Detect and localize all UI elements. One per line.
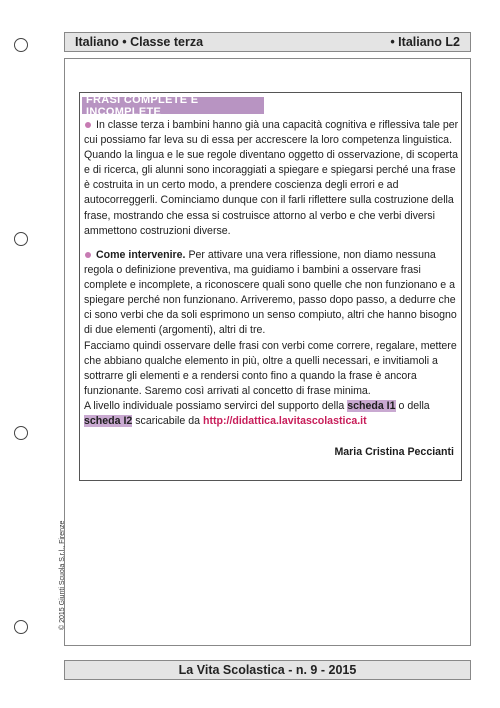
binder-hole — [14, 620, 28, 634]
paragraph-intervention — [84, 248, 460, 429]
website-link[interactable]: http://didattica.lavitascolastica.it — [202, 415, 367, 428]
paragraph-intro-text: In classe terza i bambini hanno già una capacità cognitiva e riflessiva tale per cui possiamo far leva su di essa per accrescere la loro competenza linguistica. Quando la lingua e le sue regole diventano oggetto di osservazione, di scoperta e di ricerca, gli alunni sono incoraggiati a spiegare e spiegarsi perché una frase è costruita in un certo modo, a prendere coscienza degli errori e ad autocorreggerli. Cominciamo dunque con il farli riflettere sulla costruzione della frase, mostrando che essa si costruisce attorno al verbo e che verbi diversi ammettono costruzioni diverse. — [84, 119, 459, 237]
intervention-label: Come intervenire. — [96, 249, 186, 261]
bullet-icon — [85, 252, 91, 258]
footer-text: La Vita Scolastica - n. 9 - 2015 — [178, 663, 357, 677]
intervention-text-c2: o della — [398, 399, 430, 412]
binder-hole — [14, 232, 28, 246]
copyright-note: © 2015 Giunti Scuola S.r.l., Firenze — [59, 520, 66, 630]
bullet-icon — [85, 122, 91, 128]
scheda-i2-link[interactable]: scheda I2 — [84, 415, 133, 428]
header-subject: Italiano • Classe terza — [75, 35, 204, 49]
header-section: • Italiano L2 — [390, 35, 460, 49]
section-title: FRASI COMPLETE E INCOMPLETE — [82, 97, 264, 114]
binder-hole — [14, 426, 28, 440]
binder-hole — [14, 38, 28, 52]
intervention-text-c3: scaricabile da — [135, 415, 201, 428]
paragraph-intro — [84, 118, 460, 239]
author-name: Maria Cristina Peccianti — [334, 446, 454, 458]
intervention-text-b: Facciamo quindi osservare delle frasi con verbi come correre, regalare, mettere che abbiano qualche elemento in più, oltre a quelli necessari, e invitiamoli a sottrarre gli elementi e a rendersi conto fino a quando la frase è ancora funzionante. Saremo così arrivati al concetto di frase minima. — [84, 339, 457, 397]
intervention-text-a: Per attivare una vera riflessione, non diamo nessuna regola o definizione preventiva, ma guidiamo i bambini a osservare frasi complete e incomplete, a riconoscere quali sono quelle che non funzionano e a spiegare perché non funzionano. Arriveremo, passo dopo passo, a dedurre che ci sono verbi che da soli esprimono un senso compiuto, altri che hanno bisogno di due elementi (argomenti), altri di tre. — [84, 249, 457, 337]
intervention-text-c1: A livello individuale possiamo servirci del supporto della — [84, 399, 345, 412]
page-footer — [64, 660, 471, 680]
scheda-i1-link[interactable]: scheda I1 — [347, 399, 396, 412]
page-header — [64, 32, 471, 52]
